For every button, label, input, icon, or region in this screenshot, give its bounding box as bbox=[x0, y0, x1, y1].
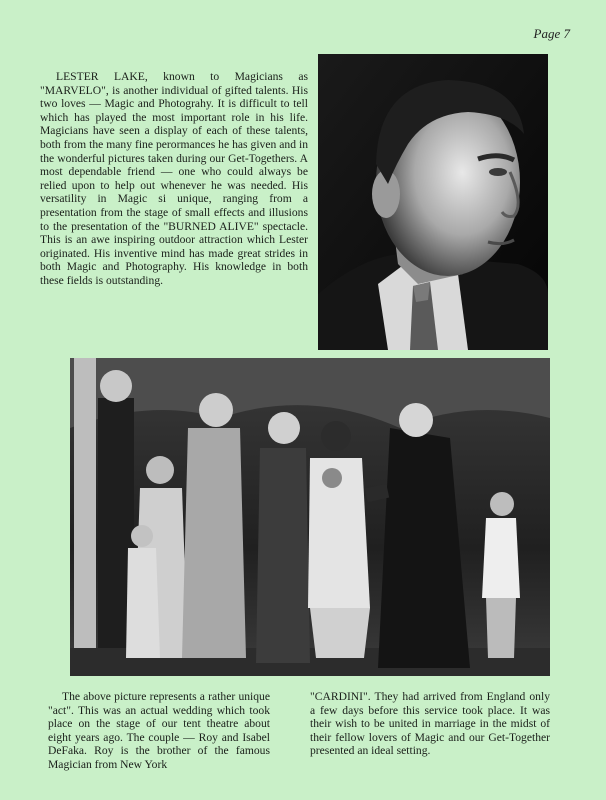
page-number: Page 7 bbox=[533, 26, 570, 41]
caption-left: The above picture represents a rather unique "act". This was an actual wedding which took place on the stage of our tent theatre about eight years ago. The couple — Roy and Isabel DeFaka. Roy is the brother of the famous Magician from New York bbox=[48, 690, 270, 771]
caption-right: "CARDINI". They had arrived from England only a few days before this service took place. It was their wish to be united in marriage in the midst of their fellow lovers of Magic and our Get-Together presented an ideal setting. bbox=[310, 690, 550, 758]
wedding-photo bbox=[70, 358, 550, 676]
bio-paragraph: LESTER LAKE, known to Magicians as "MARVELO", is another individual of gifted talents. His two loves — Magic and Photograhy. It is difficult to tell which has played the most important role in his life. Magicians have seen a display of each of these talents, both from the many fine perormances he has given and in the wonderful pictures taken during our Get-Togethers. A most dependable friend — one who could always be relied upon to help out whenever he was needed. His versatility in Magic si unique, ranging from a presentation from the stage of small effects and illusions to the presentation of the "BURNED ALIVE" spectacle. This is an awe inspiring outdoor attraction which Lester originated. His inventive mind has made great strides in both Magic and Photography. His knowledge in both these fields is outstanding. bbox=[40, 70, 308, 287]
portrait-photo bbox=[318, 54, 548, 350]
